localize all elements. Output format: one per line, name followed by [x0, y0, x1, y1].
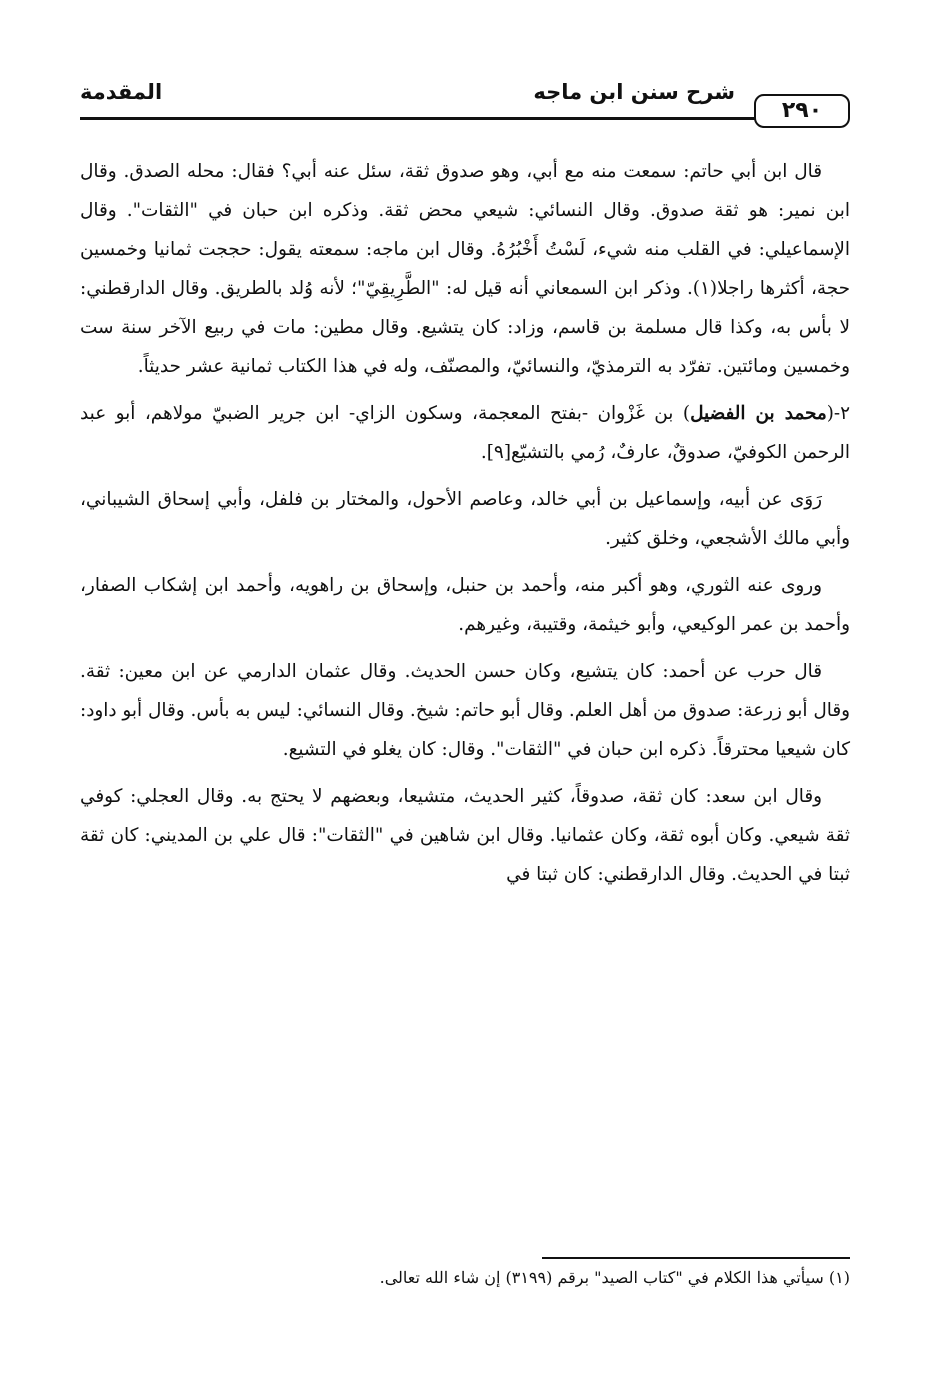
entry-description: ) بن غَزْوان -بفتح المعجمة، وسكون الزاي- ابن جرير الضبيّ مولاهم، أبو عبد الرحمن الكوفيّ، صدوقٌ، عارفٌ، رُمي بالتشيّع[٩]. — [80, 403, 850, 463]
paragraph-6: وقال ابن سعد: كان ثقة، صدوقاً، كثير الحديث، متشيعا، وبعضهم لا يحتج به. وقال العجلي: كوفي ثقة شيعي. وكان أبوه ثقة، وكان عثمانيا. وقال ابن شاهين في "الثقات": قال علي بن المديني: كان ثقة ثبتا في الحديث. وقال الدارقطني: كان ثبتا في — [80, 786, 850, 885]
paragraph-1: قال ابن أبي حاتم: سمعت منه مع أبي، وهو صدوق ثقة، سئل عنه أبي؟ فقال: محله الصدق. وقال ابن نمير: هو ثقة صدوق. وقال النسائي: شيعي محض ثقة. وذكره ابن حبان في "الثقات". وقال الإسماعيلي: في القلب منه شيء، لَسْتُ أَخْبُرُهُ. وقال ابن ماجه: سمعته يقول: حججت ثمانيا وخمسين حجة، أكثرها راجلا(١). وذكر ابن السمعاني أنه قيل له: "الطَّرِيقِيّ"؛ لأنه وُلد بالطريق. وقال الدارقطني: لا بأس به، وكذا قال مسلمة بن قاسم، وزاد: كان يتشيع. وقال مطين: مات في ربيع الآخر سنة ست وخمسين ومائتين. تفرّد به الترمذيّ، والنسائيّ، والمصنّف، وله في هذا الكتاب ثمانية عشر حديثاً. — [80, 161, 850, 377]
paragraph-2-entry — [80, 394, 850, 472]
narrator-name: محمد بن الفضيل — [690, 403, 827, 424]
header-rule — [80, 117, 770, 120]
entry-number: ٢-( — [826, 403, 850, 424]
paragraph-4: وروى عنه الثوري، وهو أكبر منه، وأحمد بن حنبل، وإسحاق بن راهويه، وأحمد ابن إشكاب الصفار، وأحمد بن عمر الوكيعي، وأبو خيثمة، وقتيبة، وغيرهم. — [80, 575, 850, 635]
page-number: ٢٩٠ — [754, 94, 850, 128]
paragraph-5: قال حرب عن أحمد: كان يتشيع، وكان حسن الحديث. وقال عثمان الدارمي عن ابن معين: ثقة. وقال أبو زرعة: صدوق من أهل العلم. وقال أبو حاتم: شيخ. وقال النسائي: ليس به بأس. وقال أبو داود: كان شيعيا محترقاً. ذكره ابن حبان في "الثقات". وقال: كان يغلو في التشيع. — [80, 661, 850, 760]
paragraph-3: رَوَى عن أبيه، وإسماعيل بن أبي خالد، وعاصم الأحول، والمختار بن فلفل، وأبي إسحاق الشيباني، وأبي مالك الأشجعي، وخلق كثير. — [80, 489, 850, 549]
footnote-rule — [542, 1257, 850, 1259]
main-text — [80, 152, 850, 902]
running-title: شرح سنن ابن ماجه — [533, 80, 735, 104]
section-title: المقدمة — [80, 80, 163, 104]
footnote: (١) سيأتي هذا الكلام في "كتاب الصيد" برقم (٣١٩٩) إن شاء الله تعالى. — [379, 1268, 850, 1287]
page-header — [80, 70, 850, 132]
